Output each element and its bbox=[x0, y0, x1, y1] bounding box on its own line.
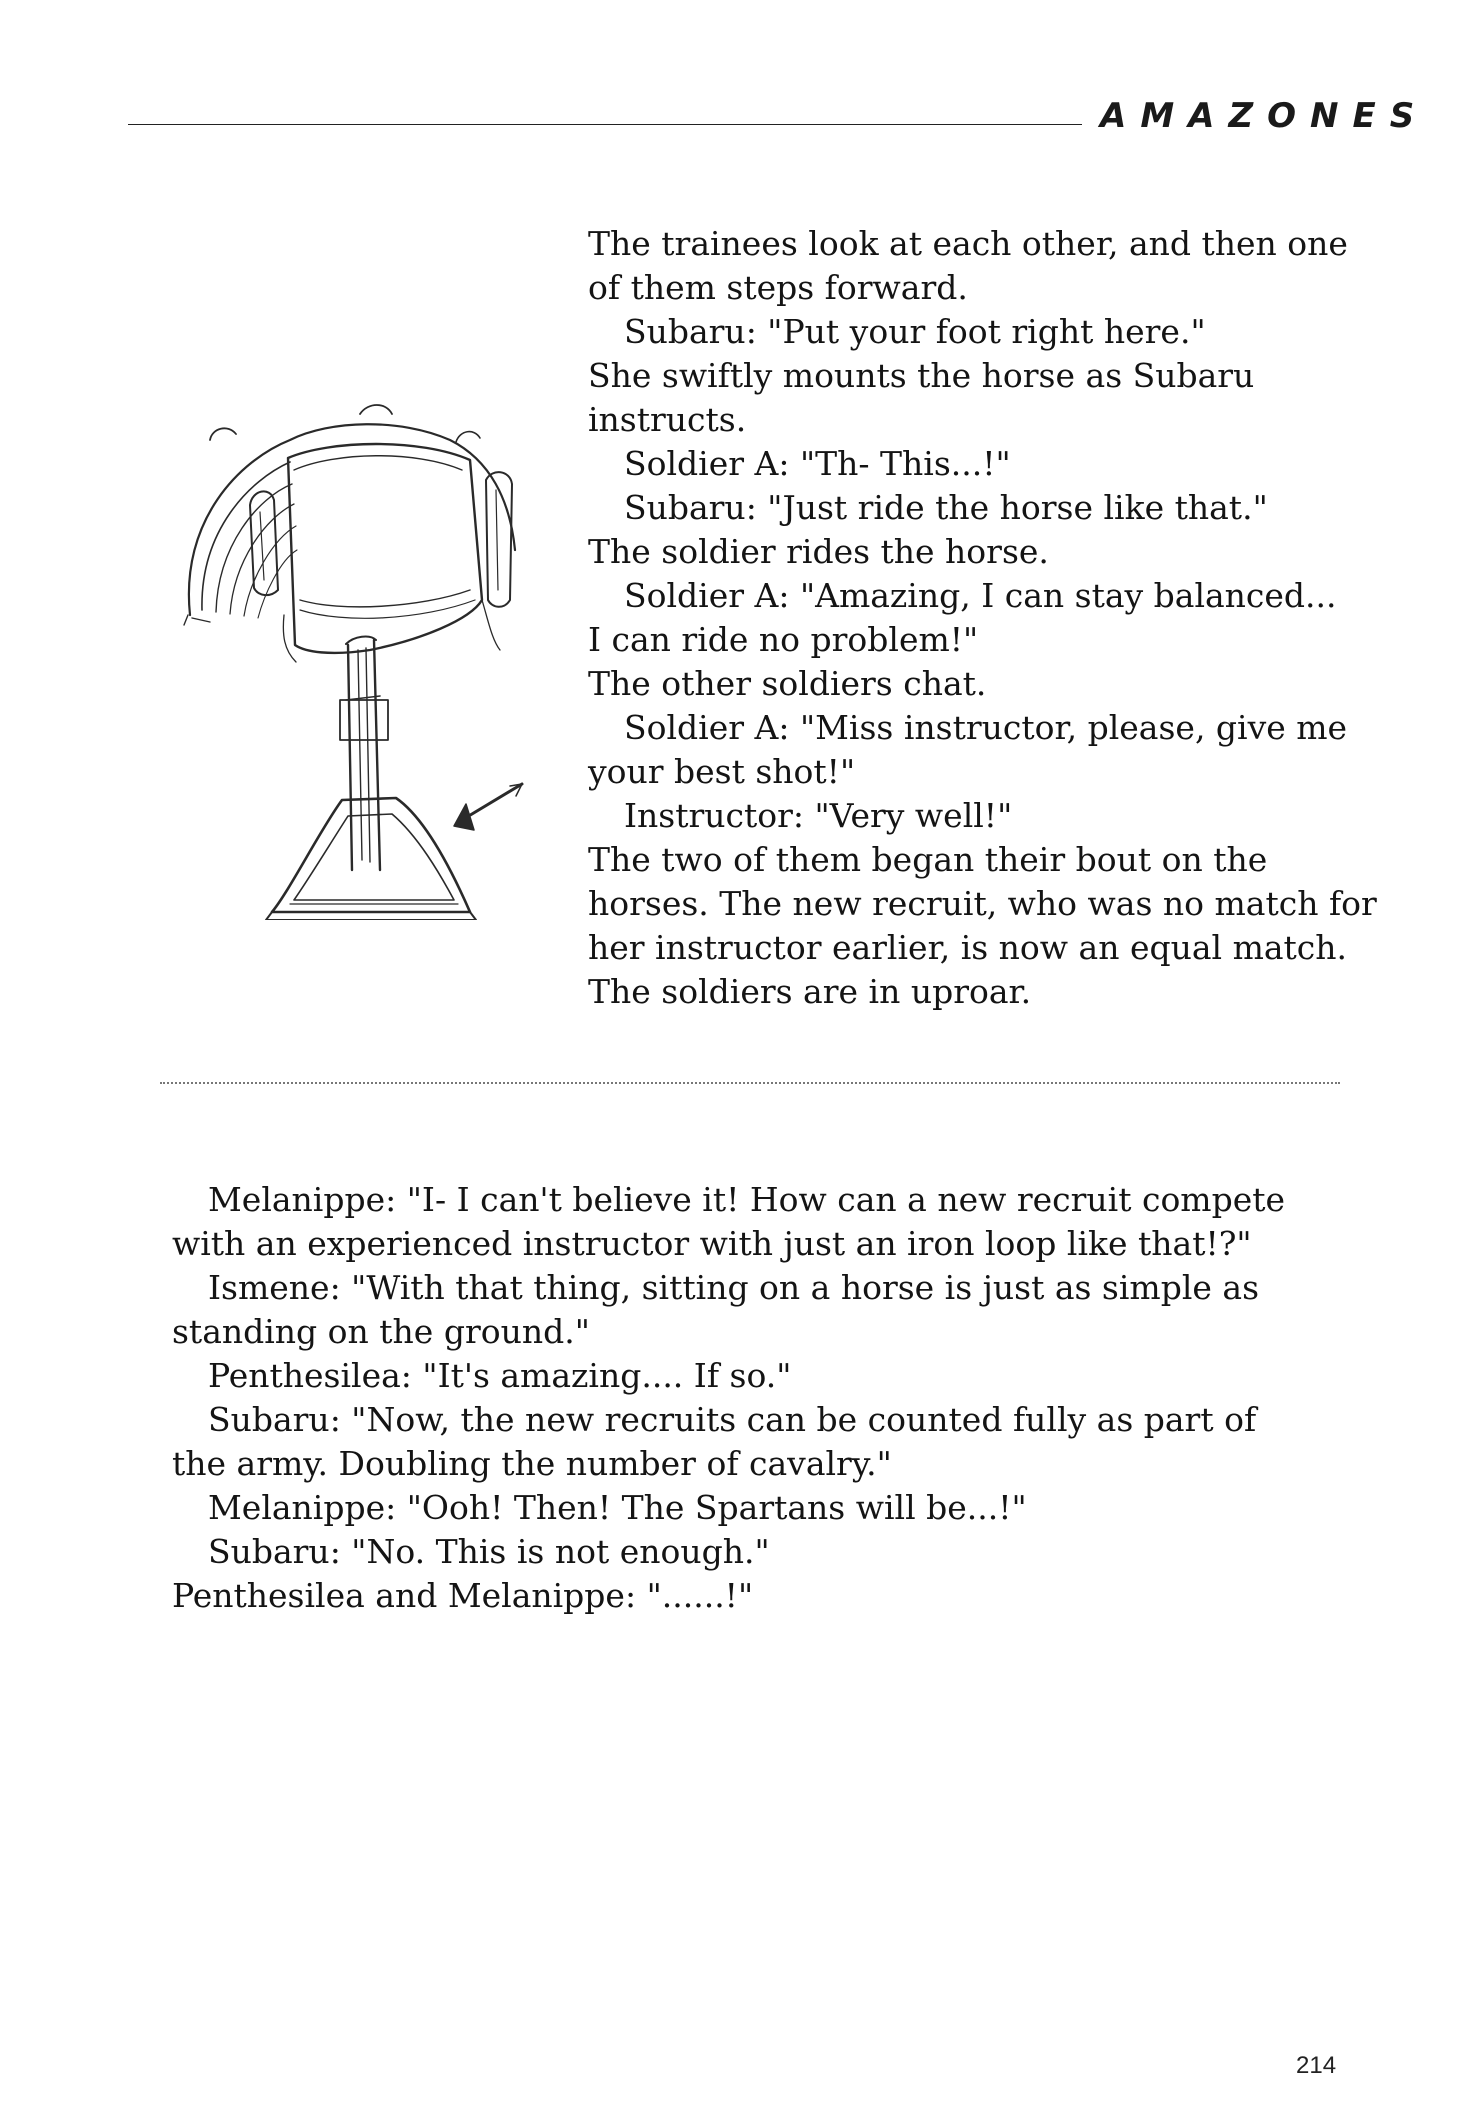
text-line: Melanippe: "Ooh! Then! The Spartans will be...!" bbox=[208, 1488, 1027, 1527]
text-line: instructs. bbox=[588, 400, 747, 439]
text-line: Soldier A: "Miss instructor, please, give me bbox=[624, 708, 1348, 747]
text-line: Instructor: "Very well!" bbox=[624, 796, 1013, 835]
text-line: the army. Doubling the number of cavalry." bbox=[172, 1444, 892, 1483]
section-divider bbox=[160, 1082, 1340, 1084]
text-line: The two of them began their bout on the bbox=[588, 840, 1268, 879]
running-title: AMAZONES bbox=[1100, 96, 1429, 136]
text-line: The soldier rides the horse. bbox=[588, 532, 1049, 571]
arrow-pointer-icon bbox=[454, 784, 522, 830]
text-line: of them steps forward. bbox=[588, 268, 968, 307]
text-line: standing on the ground." bbox=[172, 1312, 590, 1351]
text-line: Subaru: "No. This is not enough." bbox=[208, 1532, 770, 1571]
text-line: The trainees look at each other, and then one bbox=[588, 224, 1348, 263]
text-line: Melanippe: "I- I can't believe it! How can a new recruit compete bbox=[208, 1180, 1286, 1219]
text-line: Subaru: "Just ride the horse like that." bbox=[624, 488, 1268, 527]
text-line: Penthesilea and Melanippe: "......!" bbox=[172, 1576, 754, 1615]
text-line: The other soldiers chat. bbox=[588, 664, 987, 703]
text-line: I can ride no problem!" bbox=[588, 620, 979, 659]
text-line: Soldier A: "Amazing, I can stay balanced... bbox=[624, 576, 1337, 615]
text-line: Subaru: "Now, the new recruits can be counted fully as part of bbox=[208, 1400, 1257, 1439]
text-line: The soldiers are in uproar. bbox=[588, 972, 1032, 1011]
bottom-text-block bbox=[172, 1178, 1322, 1618]
text-line: her instructor earlier, is now an equal match. bbox=[588, 928, 1348, 967]
header-rule bbox=[128, 124, 1082, 125]
top-text-block bbox=[588, 222, 1408, 1014]
text-line: She swiftly mounts the horse as Subaru bbox=[588, 356, 1255, 395]
stirrup-sketch-icon bbox=[170, 400, 550, 920]
text-line: Subaru: "Put your foot right here." bbox=[624, 312, 1206, 351]
text-line: Ismene: "With that thing, sitting on a horse is just as simple as bbox=[208, 1268, 1260, 1307]
text-line: horses. The new recruit, who was no match for bbox=[588, 884, 1377, 923]
page-number: 214 bbox=[1296, 2052, 1337, 2079]
text-line: Soldier A: "Th- This...!" bbox=[624, 444, 1011, 483]
text-line: your best shot!" bbox=[588, 752, 856, 791]
text-line: with an experienced instructor with just an iron loop like that!?" bbox=[172, 1224, 1252, 1263]
text-line: Penthesilea: "It's amazing.... If so." bbox=[208, 1356, 792, 1395]
